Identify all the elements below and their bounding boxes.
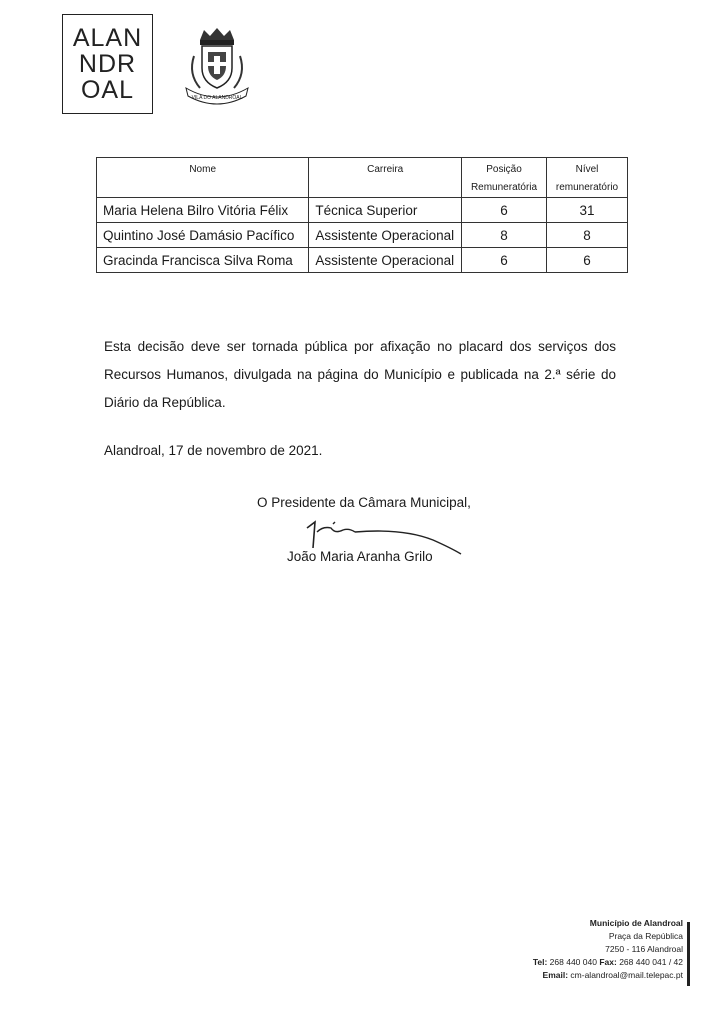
footer-address2: 7250 - 116 Alandroal: [605, 944, 683, 954]
footer-org: Município de Alandroal: [589, 918, 683, 928]
signatory-title: O Presidente da Câmara Municipal,: [257, 495, 471, 510]
staff-table: [96, 157, 628, 273]
footer-bar: [687, 922, 690, 986]
table-row: [97, 198, 628, 223]
cell-carreira: Assistente Operacional: [309, 223, 462, 248]
cell-nivel: 31: [547, 198, 628, 223]
header-nivel: [547, 158, 628, 198]
svg-text:VILA DO ALANDROAL: VILA DO ALANDROAL: [191, 95, 243, 101]
cell-nivel: 8: [547, 223, 628, 248]
cell-nome: Quintino José Damásio Pacífico: [97, 223, 309, 248]
footer-phone-line: [533, 956, 683, 969]
tel-label: Tel:: [532, 957, 548, 967]
table-row: [97, 223, 628, 248]
fax-label: Fax:: [599, 957, 617, 967]
header-posicao: [462, 158, 547, 198]
header-nome: Nome: [97, 158, 309, 198]
footer-contact: [533, 917, 683, 982]
header-posicao-line1: Posição: [486, 164, 522, 175]
cell-posicao: 8: [462, 223, 547, 248]
table-row: [97, 248, 628, 273]
header-carreira: Carreira: [309, 158, 462, 198]
cell-nome: Maria Helena Bilro Vitória Félix: [97, 198, 309, 223]
logo-line: NDR: [78, 50, 137, 78]
cell-carreira: Assistente Operacional: [309, 248, 462, 273]
cell-posicao: 6: [462, 248, 547, 273]
email-value: cm-alandroal@mail.telepac.pt: [570, 970, 683, 980]
cell-posicao: 6: [462, 198, 547, 223]
cell-nivel: 6: [547, 248, 628, 273]
footer-address1: Praça da República: [608, 931, 683, 941]
decision-paragraph: Esta decisão deve ser tornada pública por afixação no placard dos serviços dos Recursos Humanos, divulgada na página do Município e publicada na 2.ª série do Diário da República.: [104, 339, 616, 410]
municipality-logo: [62, 14, 153, 114]
header-nivel-line1: Nível: [575, 164, 599, 175]
coat-of-arms-icon: [176, 26, 258, 106]
table-header-row: [97, 158, 628, 198]
email-label: Email:: [542, 970, 569, 980]
date-line: Alandroal, 17 de novembro de 2021.: [104, 443, 323, 458]
cell-carreira: Técnica Superior: [309, 198, 462, 223]
cell-nome: Gracinda Francisca Silva Roma: [97, 248, 309, 273]
footer-email-line: [533, 969, 683, 982]
header-posicao-line2: Remuneratória: [470, 182, 538, 193]
logo-line: OAL: [80, 76, 135, 104]
tel-value: 268 440 040: [549, 957, 597, 967]
header-nivel-line2: remuneratório: [555, 182, 619, 193]
fax-value: 268 440 041 / 42: [619, 957, 683, 967]
logo-line: ALAN: [72, 24, 143, 52]
signatory-name: João Maria Aranha Grilo: [287, 549, 433, 564]
